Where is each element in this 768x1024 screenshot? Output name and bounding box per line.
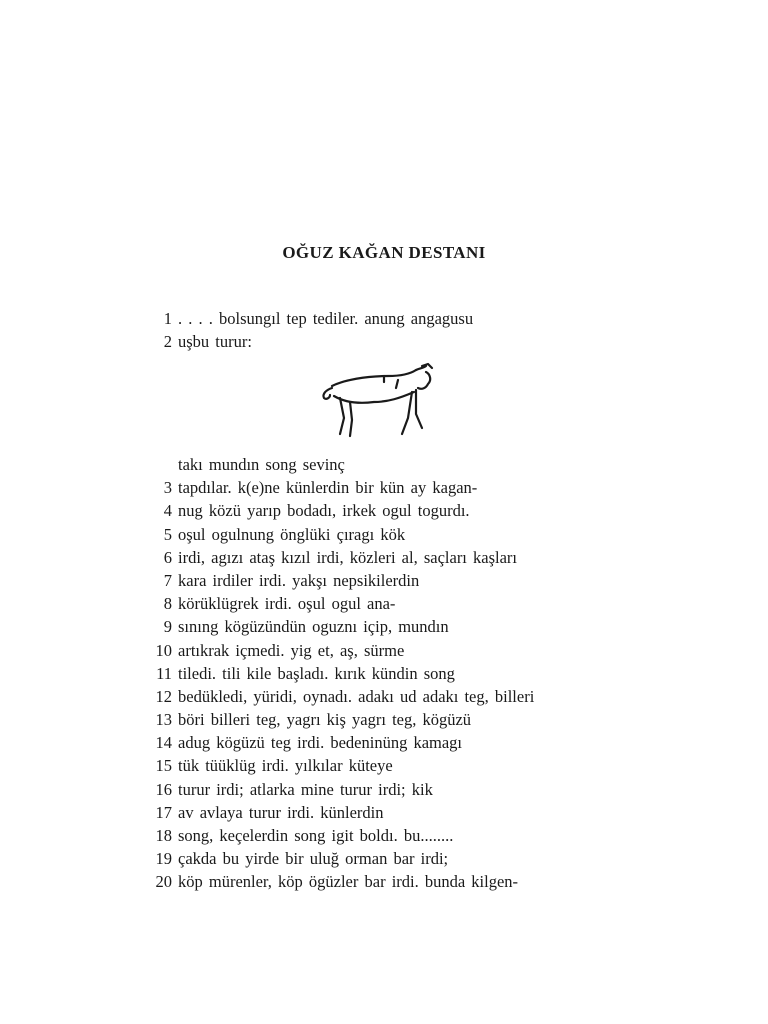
text-line — [148, 754, 628, 777]
text-line — [148, 330, 628, 353]
line-text: . . . . bolsungıl tep tediler. anung angagusu — [178, 309, 474, 328]
line-text: av avlaya turur irdi. künlerdin — [178, 802, 384, 822]
text-line — [148, 569, 628, 592]
text-line — [148, 870, 628, 893]
text-line — [148, 546, 628, 569]
text-line — [148, 453, 628, 476]
line-text: uşbu turur: — [178, 332, 252, 352]
line-number: 20 — [155, 872, 172, 892]
line-text: oşul ogulnung önglüki çıragı kök — [178, 524, 406, 544]
text-line — [148, 639, 628, 662]
line-text: adug kögüzü teg irdi. bedeninüng kamagı — [178, 733, 463, 753]
line-text: turur irdi; atlarka mine turur irdi; kik — [178, 779, 433, 799]
line-text: takı mundın song sevinç — [178, 455, 345, 474]
line-number: 14 — [155, 733, 172, 753]
line-number: 17 — [155, 802, 172, 822]
text-line — [148, 476, 628, 499]
line-number: 3 — [163, 478, 172, 498]
line-number: 5 — [163, 524, 172, 544]
text-line — [148, 824, 628, 847]
text-block-bottom — [148, 453, 628, 917]
line-number: 11 — [156, 663, 172, 683]
text-block-top — [148, 307, 628, 353]
line-number: 15 — [155, 756, 172, 776]
text-line — [148, 847, 628, 870]
line-number: 18 — [155, 826, 172, 845]
line-text: nug közü yarıp bodadı, irkek ogul togurdı. — [178, 501, 470, 521]
line-text: kara irdiler irdi. yakşı nepsikilerdin — [178, 570, 420, 590]
line-number: 9 — [163, 617, 172, 637]
line-number: 6 — [163, 547, 172, 567]
line-number: 1 — [163, 309, 172, 328]
text-line — [148, 499, 628, 522]
line-text: artıkrak içmedi. yig et, aş, sürme — [178, 640, 405, 660]
page-title: OĞUZ KAĞAN DESTANI — [282, 243, 486, 262]
line-text: böri billeri teg, yagrı kiş yagrı teg, kögüzü — [178, 710, 472, 730]
line-text: tiledi. tili kile başladı. kırık kündin song — [178, 663, 455, 683]
line-number: 2 — [163, 332, 172, 352]
text-line — [148, 615, 628, 638]
text-line — [148, 708, 628, 731]
line-number: 16 — [155, 779, 172, 799]
line-number: 19 — [155, 849, 172, 869]
line-text: bedükledi, yüridi, oynadı. adakı ud adakı teg, billeri — [178, 686, 535, 706]
text-line — [148, 592, 628, 615]
line-number: 8 — [163, 594, 172, 614]
line-number: 12 — [155, 686, 172, 706]
line-text: çakda bu yirde bir uluğ orman bar irdi; — [178, 849, 449, 869]
text-line — [148, 801, 628, 824]
text-line — [148, 731, 628, 754]
text-line — [148, 685, 628, 708]
text-line — [148, 523, 628, 546]
line-text: sınıng kögüzündün oguznı içip, mundın — [178, 617, 449, 637]
text-line — [148, 894, 628, 917]
line-number: 10 — [155, 640, 172, 660]
text-line — [148, 778, 628, 801]
line-text: köp mürenler, köp ögüzler bar irdi. bunda kilgen- — [178, 872, 519, 892]
line-text: tapdılar. k(e)ne künlerdin bir kün ay kagan- — [178, 478, 478, 498]
line-number: 4 — [163, 501, 172, 521]
line-text: tük tüüklüg irdi. yılkılar küteye — [178, 756, 393, 776]
text-line — [148, 662, 628, 685]
line-number: 13 — [155, 710, 172, 730]
ox-drawing-icon — [318, 362, 436, 442]
line-text: körüklügrek irdi. oşul ogul ana- — [178, 594, 396, 614]
text-line — [148, 307, 628, 330]
line-number: 7 — [163, 570, 172, 590]
line-text: song, keçelerdin song igit boldı. bu........ — [178, 826, 454, 845]
line-text: irdi, agızı ataş kızıl irdi, közleri al, saçları kaşları — [178, 547, 517, 567]
